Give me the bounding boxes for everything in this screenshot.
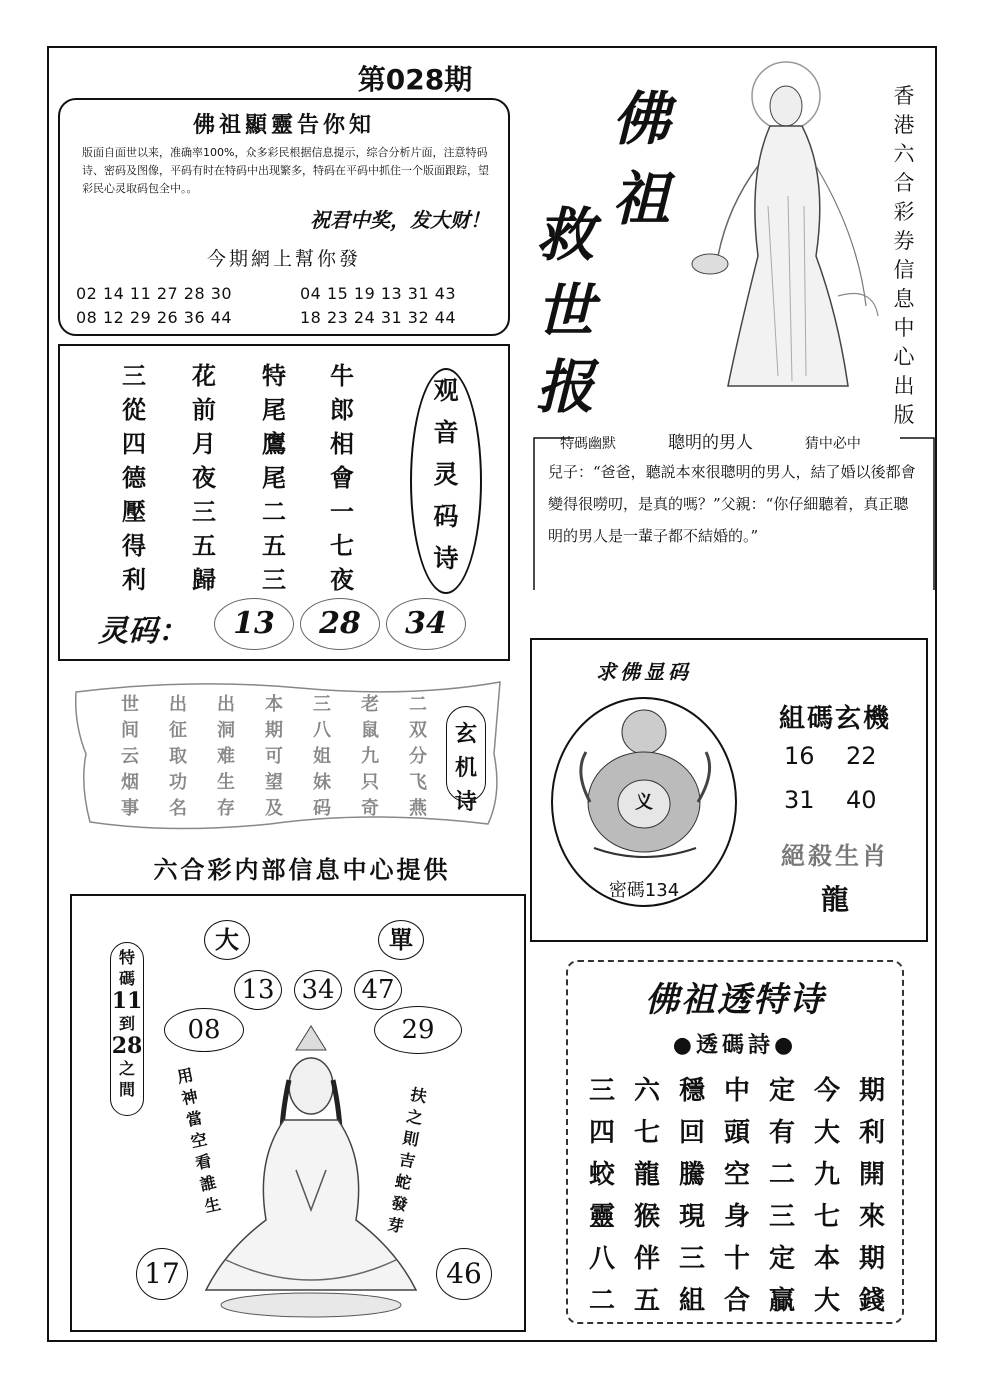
joke-hint: 猜中必中 [804, 436, 861, 452]
poem-char: 三 [192, 497, 216, 526]
poem-char: 三 [262, 565, 286, 594]
xuanji-char: 老 [361, 694, 379, 715]
tou-ma-char: 五 [633, 1286, 660, 1316]
bottom-left-number: 17 [136, 1248, 188, 1300]
xuanji-char: 名 [169, 798, 187, 819]
poem-char: 相 [330, 429, 354, 458]
xuanji-char: 洞 [217, 720, 235, 741]
tou-ma-char: 定 [768, 1244, 795, 1274]
xuanji-char: 鼠 [361, 720, 379, 741]
arc-number: 13 [234, 970, 282, 1010]
tou-ma-char: 利 [858, 1118, 885, 1148]
poem-char: 四 [122, 429, 146, 458]
tou-ma-char: 二 [588, 1286, 615, 1316]
juesha-animal: 龍 [820, 883, 849, 916]
tou-ma-char: 猴 [633, 1202, 660, 1232]
tou-ma-char: 回 [678, 1118, 705, 1148]
tou-ma-char: 蛟 [588, 1160, 615, 1190]
xuanji-char: 功 [169, 772, 187, 793]
xuanji-char: 九 [361, 746, 379, 767]
tou-ma-char: 贏 [768, 1286, 795, 1316]
joke-body: 兒子：“爸爸，聽説本來很聰明的男人，結了婚以後都會變得很嘮叨，是真的嗎？”父親：“你仔細聽着，真正聰明的男人是一輩子都不結婚的。” [548, 463, 916, 545]
slogan: 祝君中奖，发大财！ [310, 208, 490, 232]
single-marker: 單 [378, 920, 424, 960]
xuanji-char: 生 [217, 772, 235, 793]
xuanji-char: 征 [169, 720, 187, 741]
tou-ma-char: 來 [858, 1202, 885, 1232]
poem-char: 一 [330, 497, 354, 526]
title-char: 报 [536, 353, 595, 421]
xuanji-char: 妹 [313, 772, 331, 793]
right-oval-number: 29 [374, 1006, 462, 1054]
issue-number: 第028期 [357, 63, 473, 96]
poem-char: 花 [192, 361, 216, 390]
tema-from: 11 [111, 988, 143, 1014]
notice-body: 版面自面世以来，准确率100%，众多彩民根据信息提示，综合分析片面，注意特码诗、密码及图像，平码有时在特码中出现繁多，特码在平码中抓住一个版面跟踪，望彩民心灵取码包全中。。 [82, 146, 489, 195]
xuanji-char: 世 [121, 694, 139, 715]
poem-char: 壓 [122, 497, 146, 526]
number-row: 04 15 19 13 31 43 [300, 284, 457, 303]
label-char: 诗 [433, 544, 459, 573]
label-char: 观 [433, 376, 459, 405]
poem-char: 郎 [330, 395, 354, 424]
label-char: 机 [454, 755, 477, 781]
xuanji-char: 分 [409, 746, 427, 767]
poem-char: 鷹 [262, 429, 286, 458]
tou-ma-char: 龍 [633, 1160, 660, 1190]
poem-char: 五 [192, 531, 216, 560]
joke-headline: 聰明的男人 [667, 433, 753, 453]
tou-ma-char: 有 [768, 1118, 795, 1148]
guanyin-poem-label [410, 368, 482, 594]
buddha-medallion [546, 652, 742, 912]
xuanji-char: 取 [169, 746, 187, 767]
xuanji-char: 云 [121, 746, 139, 767]
tou-ma-char: 七 [813, 1202, 840, 1232]
title-char: 佛 [612, 85, 671, 153]
poem-char: 特 [262, 361, 286, 390]
secret-code: 密碼134 [608, 880, 680, 901]
tou-ma-char: 中 [723, 1076, 750, 1106]
publisher: 香港六合彩券信息中心出版 [893, 84, 915, 427]
xuanji-char: 只 [361, 772, 379, 793]
zuma-title: 組碼玄機 [778, 704, 891, 734]
tou-ma-char: 穩 [678, 1076, 705, 1106]
poem-char: 七 [330, 531, 354, 560]
poem-char: 尾 [262, 463, 286, 492]
tou-ma-char: 期 [858, 1244, 885, 1274]
poem-char: 從 [122, 395, 146, 424]
buddha-arc-text: 求佛显码 [596, 660, 692, 684]
zuma-number: 22 [846, 742, 877, 770]
tou-ma-char: 錢 [858, 1286, 885, 1316]
joke-heading [536, 428, 936, 453]
juesha-title: 絕殺生肖 [781, 841, 889, 870]
xuanji-char: 期 [265, 720, 283, 741]
tou-ma-char: 現 [678, 1202, 705, 1232]
zuma-number: 31 [784, 786, 815, 814]
tou-ma-char: 九 [813, 1160, 840, 1190]
tema-char: 到 [118, 1014, 135, 1033]
xuanji-char: 出 [169, 694, 187, 715]
xuanji-char: 姐 [313, 746, 331, 767]
notice-title: 佛祖顯靈告你知 [192, 112, 375, 138]
tou-ma-char: 大 [813, 1286, 840, 1316]
number-row: 08 12 29 26 36 44 [76, 308, 233, 327]
xuanji-char: 望 [265, 772, 283, 793]
lower-right-title: 佛祖透特诗 [645, 980, 825, 1020]
tou-ma-char: 開 [858, 1160, 885, 1190]
poem-char: 利 [122, 565, 146, 594]
number-row: 02 14 11 27 28 30 [76, 284, 233, 303]
xuanji-char: 难 [217, 746, 235, 767]
xuanji-poem-label [446, 706, 486, 815]
xuanji-char: 存 [217, 798, 235, 819]
poem-char: 前 [192, 395, 216, 424]
tou-ma-char: 身 [723, 1202, 750, 1232]
tou-ma-char: 合 [723, 1286, 750, 1316]
tou-ma-char: 大 [813, 1118, 840, 1148]
lingma-label: 灵码： [98, 614, 188, 649]
xuanji-char: 出 [217, 694, 235, 715]
label-char: 音 [433, 418, 459, 447]
tou-ma-char: 定 [768, 1076, 795, 1106]
zuma-number: 16 [784, 742, 815, 770]
title-char: 祖 [612, 165, 671, 233]
bottom-right-number: 46 [436, 1248, 492, 1300]
tou-ma-char: 空 [723, 1160, 750, 1190]
xuanji-char: 八 [313, 720, 331, 741]
joke-tag: 特碼幽默 [560, 436, 616, 452]
tou-ma-char: 靈 [588, 1202, 615, 1232]
tou-ma-char: 十 [723, 1244, 750, 1274]
tema-char: 間 [118, 1080, 135, 1099]
tou-ma-char: 三 [588, 1076, 615, 1106]
left-vertical-poem: 用神當空看誰生 [175, 1064, 223, 1217]
tema-range-label [110, 942, 144, 1116]
provider: 六合彩内部信息中心提供 [153, 855, 451, 884]
poem-char: 會 [330, 463, 354, 492]
tou-ma-char: 組 [678, 1286, 705, 1316]
label-char: 灵 [433, 460, 459, 489]
zuma-number: 40 [846, 786, 877, 814]
xuanji-char: 事 [121, 798, 139, 819]
title-char: 世 [536, 277, 595, 345]
tema-char: 之 [118, 1059, 135, 1078]
label-char: 码 [433, 502, 459, 531]
tou-ma-char: 四 [588, 1118, 615, 1148]
tou-ma-char: 期 [858, 1076, 885, 1106]
xuanji-char: 三 [313, 694, 331, 715]
arc-number: 34 [294, 970, 342, 1010]
label-char: 诗 [454, 789, 477, 815]
poem-char: 月 [192, 429, 216, 458]
poem-char: 夜 [192, 463, 216, 492]
tou-ma-char: 本 [813, 1244, 840, 1274]
notice-box [58, 98, 510, 336]
number-row: 18 23 24 31 32 44 [300, 308, 457, 327]
lingma-number: 34 [386, 598, 466, 650]
lower-right-subtitle: ●透碼詩● [672, 1032, 798, 1058]
xuanji-char: 本 [265, 694, 283, 715]
guanyin-seated-figure [196, 1020, 426, 1320]
medallion-char: 义 [635, 792, 653, 813]
lingma-number: 13 [214, 598, 294, 650]
tou-ma-char: 三 [678, 1244, 705, 1274]
poem-char: 夜 [330, 565, 354, 594]
xuanji-char: 间 [121, 720, 139, 741]
poem-char: 歸 [192, 565, 216, 594]
poem-char: 三 [122, 361, 146, 390]
xuanji-char: 双 [409, 720, 427, 741]
right-vertical-poem: 扶之則吉蛇發芽 [386, 1084, 429, 1237]
tou-ma-char: 伴 [633, 1244, 660, 1274]
web-title: 今期網上幫你發 [206, 248, 361, 270]
tou-ma-char: 三 [768, 1202, 795, 1232]
xuanji-char: 烟 [121, 772, 139, 793]
tema-to: 28 [111, 1033, 143, 1059]
xuanji-char: 二 [409, 694, 427, 715]
poem-char: 德 [122, 463, 146, 492]
poem-char: 二 [262, 497, 286, 526]
tou-ma-char: 六 [633, 1076, 660, 1106]
xuanji-char: 可 [265, 746, 283, 767]
tou-ma-char: 今 [813, 1076, 840, 1106]
left-oval-number: 08 [164, 1008, 244, 1052]
poem-char: 尾 [262, 395, 286, 424]
poem-char: 牛 [330, 361, 354, 390]
xuanji-char: 燕 [409, 798, 427, 819]
tou-ma-char: 八 [588, 1244, 615, 1274]
label-char: 玄 [454, 721, 477, 747]
tou-ma-char: 頭 [723, 1118, 750, 1148]
poem-char: 五 [262, 531, 286, 560]
xuanji-char: 码 [313, 798, 331, 819]
big-marker: 大 [204, 920, 250, 960]
tou-ma-char: 騰 [678, 1160, 705, 1190]
xuanji-char: 奇 [361, 798, 379, 819]
poem-char: 得 [122, 531, 146, 560]
arc-number: 47 [354, 970, 402, 1010]
title-char: 救 [536, 201, 595, 269]
xuanji-char: 及 [265, 798, 283, 819]
tou-ma-char: 七 [633, 1118, 660, 1148]
tema-char: 碼 [118, 969, 135, 988]
tema-char: 特 [118, 948, 135, 967]
lingma-number: 28 [300, 598, 380, 650]
tou-ma-char: 二 [768, 1160, 795, 1190]
guanyin-standing-figure [688, 56, 884, 396]
xuanji-char: 飞 [409, 772, 427, 793]
